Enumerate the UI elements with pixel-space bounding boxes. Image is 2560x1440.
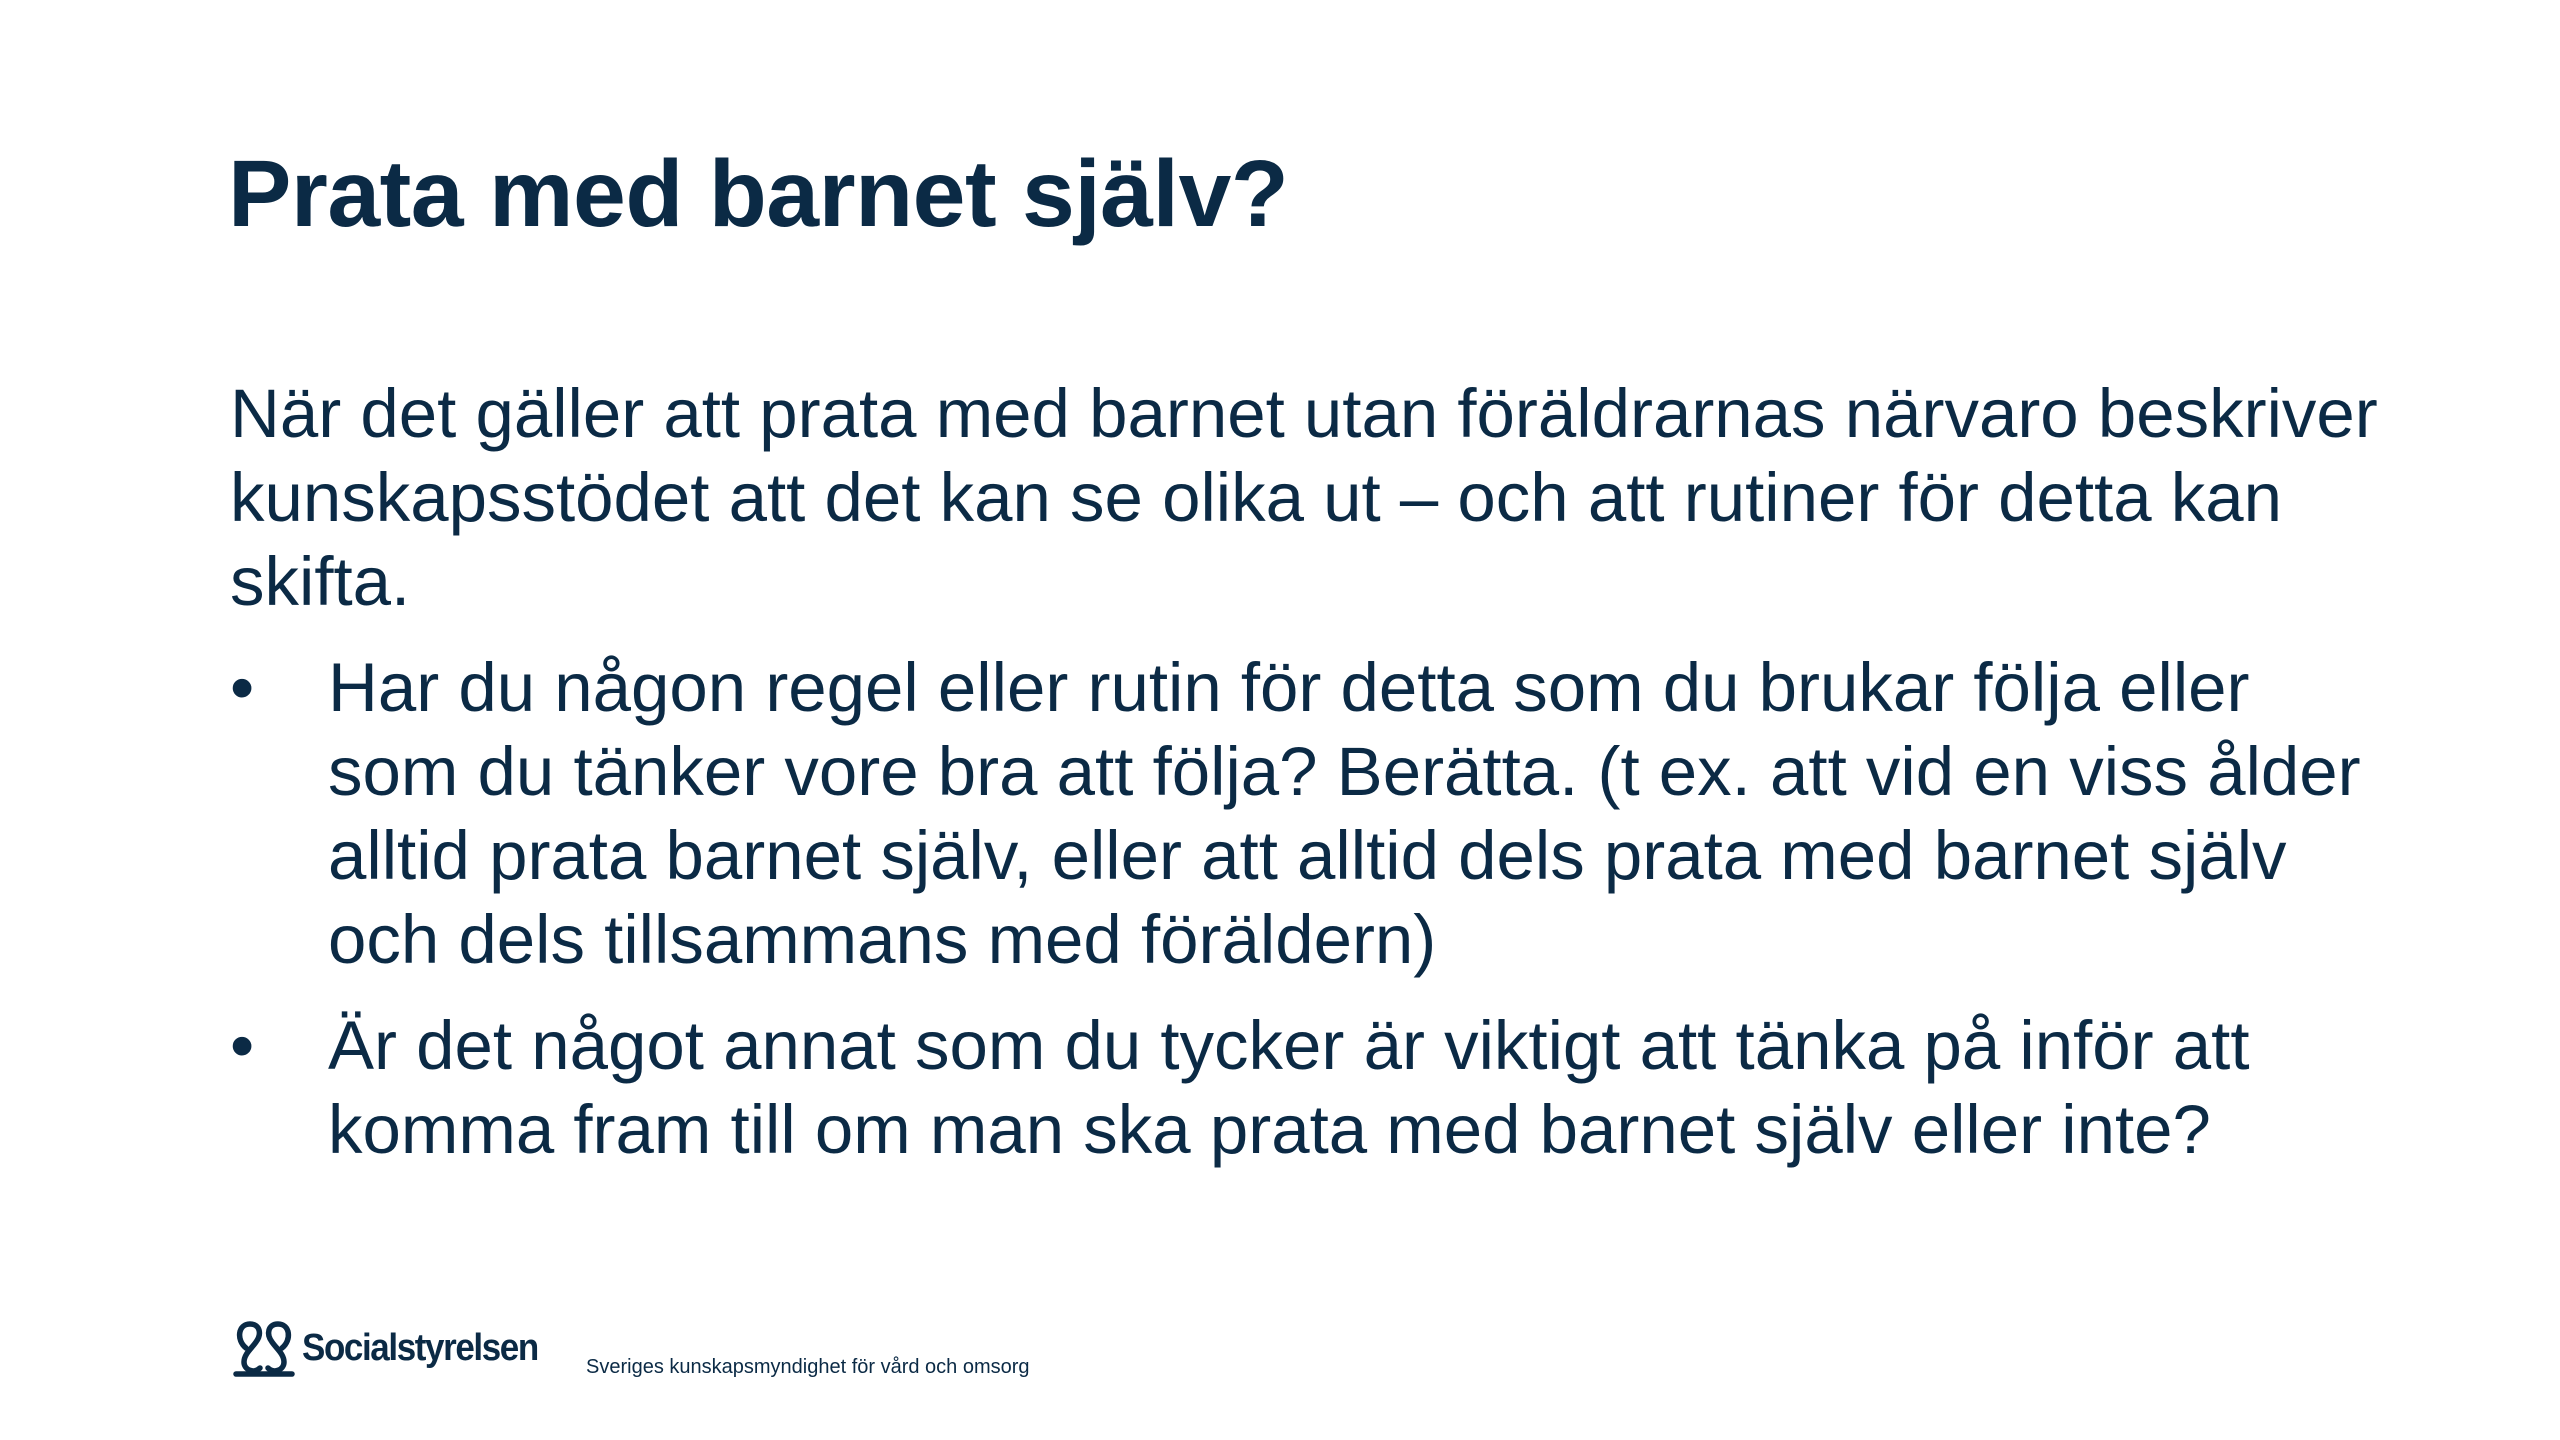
bullet-text: Har du någon regel eller rutin för detta som du brukar följa eller som du tänker vore bra att följa? Berätta. (t ex. att vid en viss ålder alltid prata barnet själv, eller att alltid dels prata med barnet själv och dels tillsammans med föräldern) <box>328 649 2361 978</box>
bullet-text: Är det något annat som du tycker är viktigt att tänka på inför att komma fram till om man ska prata med barnet själv eller inte? <box>328 1007 2250 1168</box>
intro-paragraph: När det gäller att prata med barnet utan föräldrarnas närvaro beskriver kunskapsstödet att det kan se olika ut – och att rutiner för detta kan skifta. <box>230 375 2378 620</box>
socialstyrelsen-emblem-icon <box>232 1318 296 1378</box>
bullet-list <box>230 646 2380 1194</box>
socialstyrelsen-logo <box>232 1318 558 1378</box>
logo-wordmark: Socialstyrelsen <box>302 1326 538 1369</box>
bullet-marker: • <box>230 649 255 726</box>
bullet-item <box>230 646 2380 982</box>
slide-title: Prata med barnet själv? <box>228 141 1289 247</box>
bullet-item <box>230 1004 2380 1172</box>
footer-tagline: Sveriges kunskapsmyndighet för vård och omsorg <box>586 1356 1030 1378</box>
bullet-marker: • <box>230 1007 255 1084</box>
footer <box>232 1318 558 1378</box>
